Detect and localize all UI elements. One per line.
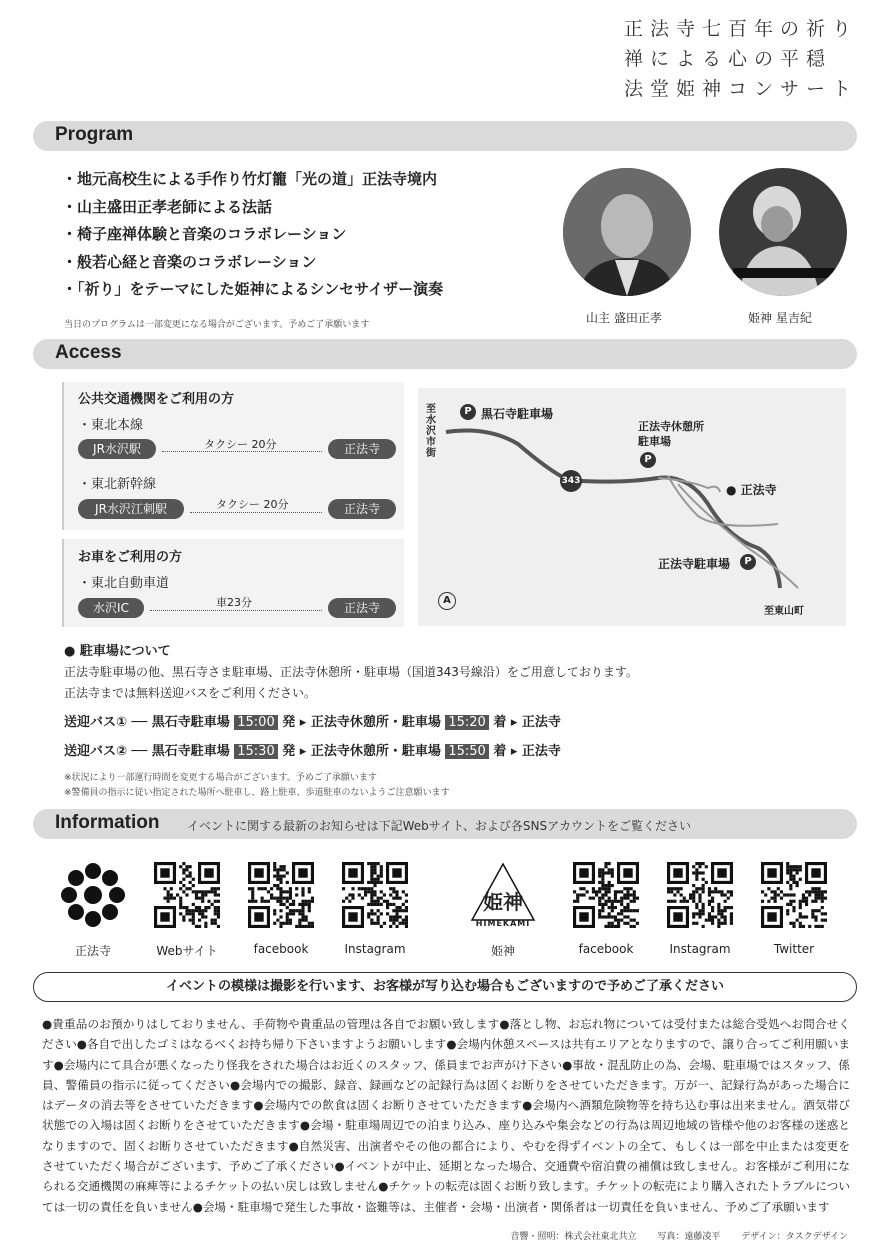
map-label-rest-area: 正法寺休憩所 <box>638 420 704 433</box>
bus-route-mid: 発 ▸ 正法寺休憩所・駐車場 <box>282 744 441 759</box>
program-item: ・椅子座禅体験と音楽のコラボレーション <box>62 225 347 243</box>
himekami-logo-sub: HIMEKAMI <box>475 919 531 928</box>
information-section-bar <box>33 809 857 839</box>
parking-text-2: 正法寺までは無料送迎バスをご利用ください。 <box>64 686 317 700</box>
station-mizusawa: JR水沢駅 <box>78 439 156 459</box>
qr-code-icon[interactable] <box>667 862 733 928</box>
program-item: ・地元高校生による手作り竹灯籠「光の道」正法寺境内 <box>62 170 438 188</box>
himekami-photo <box>719 168 847 296</box>
map-label-temple-parking: 正法寺駐車場 <box>658 557 731 571</box>
qr-code-icon[interactable] <box>342 862 408 928</box>
route-dots <box>162 451 322 452</box>
info-label: facebook <box>578 942 634 956</box>
program-heading: Program <box>55 124 134 145</box>
shuttle-bus-2 <box>64 740 561 759</box>
map-label-temple: ● 正法寺 <box>726 483 777 497</box>
travel-time: タクシー 20分 <box>204 438 277 451</box>
photography-notice: イベントの模様は撮影を行います、お客様が写り込む場合もございますので予めご了承ください <box>33 972 857 1002</box>
north-arrow-icon: A <box>438 592 456 610</box>
info-label: Webサイト <box>156 944 218 958</box>
credit-sound: 音響・照明：株式会社東北共立 <box>510 1232 637 1242</box>
access-map <box>418 388 846 626</box>
title-line-2: 禅による心の平穏 <box>623 48 832 70</box>
route-343-icon: 343 <box>560 470 582 492</box>
bus-route-mid: 発 ▸ 正法寺休憩所・駐車場 <box>282 715 441 730</box>
info-label: Instagram <box>669 942 731 956</box>
route-dots <box>190 512 322 513</box>
program-list <box>62 166 443 304</box>
parking-icon: P <box>740 554 756 570</box>
information-subtitle: イベントに関する最新のお知らせは下記Webサイト、および各SNSアカウントをご覧ください <box>187 819 691 833</box>
access-section-bar <box>33 339 857 369</box>
destination-shohoji: 正法寺 <box>328 439 396 459</box>
qr-code-icon[interactable] <box>761 862 827 928</box>
car-heading: お車をご利用の方 <box>78 550 183 565</box>
travel-time: タクシー 20分 <box>216 498 289 511</box>
program-section-bar <box>33 121 857 151</box>
travel-time: 車23分 <box>216 596 252 609</box>
access-heading: Access <box>55 342 122 363</box>
bus-departure-time: 15:00 <box>234 715 277 730</box>
bus-note-1: ※状況により一部運行時間を変更する場合がございます。予めご了承願います <box>64 773 377 783</box>
map-label-to-higashiyama: 至東山町 <box>764 606 804 617</box>
route-dots <box>150 610 322 611</box>
credit-design: デザイン：タスクデザイン <box>741 1232 848 1242</box>
map-label-rest-parking: 駐車場 <box>638 435 671 448</box>
station-mizusawa-esashi: JR水沢江刺駅 <box>78 499 184 519</box>
interchange-mizusawa: 水沢IC <box>78 598 144 618</box>
info-label: 正法寺 <box>74 944 111 958</box>
info-label: 姫神 <box>490 944 515 958</box>
credit-photo: 写真：遠藤凌平 <box>657 1232 721 1242</box>
terms-and-conditions: ●貴重品のお預かりはしておりません、手荷物や貴重品の管理は各自でお願い致します●落とし物、お忘れ物については受付または総合受処へお問合せください●各自で出したゴミはなるべくお持ち帰り下さいますようお願いします●会場内休憩スペースは共有エリアとなりますので、譲り合ってご利用願います●会場内にて具合が悪くなったり怪我をされた場合はお近くのスタッフ、係員までお声がけ下さい●事故・混乱防止の為、会場、駐車場ではスタッフ、係員、警備員の指示に従ってください●会場内での撮影、録音、録画などの記録行為は固くお断りをさせていただきます。万が一、記録行為があった場合にはデータの消去等をさせていただきます●会場内での飲食は固くお断りさせていただきます●会場内へ酒類危険物等を持ち込む事は出来ません。酒気帯び状態での入場は固くお断りをさせていただきます●会場・駐車場周辺での泊まり込み、座り込みや集会などの行為は周辺地域の皆様や他のお客様の迷惑となりますので、固くお断りさせていただきます●自然災害、出演者やその他の都合により、やむを得ずイベントの全て、もしくは一部を中止または変更をさせていただく場合がございます、予めご了承ください●イベントが中止、延期となった場合、交通費や宿泊費の補償は致しません。お客様がご利用になられる交通機関の麻痺等によるチケットの払い戻しは致しません●チケットの転売は固くお断り致します。チケットの転売により購入されたトラブルについては一切の責任を負いません●会場・駐車場で発生した事故・盗難等は、主催者・会場・出演者・関係者は一切責任を負いません、予めご了承願います <box>42 1017 850 1214</box>
info-label: Twitter <box>773 942 815 956</box>
program-item: ・般若心経と音楽のコラボレーション <box>62 252 317 271</box>
map-label-to-mizusawa: 至水沢市街 <box>426 404 436 459</box>
program-item: ・山主盛田正孝老師による法話 <box>62 197 273 216</box>
himekami-logo-text: 姫神 <box>483 890 523 914</box>
map-label-kuroishi: 黒石寺駐車場 <box>481 407 554 421</box>
public-transport-heading: 公共交通機関をご利用の方 <box>78 392 235 407</box>
line-expressway: ・東北自動車道 <box>78 576 170 591</box>
qr-code-icon[interactable] <box>573 862 639 928</box>
program-item: ・「祈り」をテーマにした姫神によるシンセサイザー演奏 <box>62 280 444 298</box>
parking-icon: P <box>460 404 476 420</box>
parking-heading: ● 駐車場について <box>64 644 171 659</box>
himekami-caption: 姫神 星吉紀 <box>748 311 812 325</box>
parking-text-1: 正法寺駐車場の他、黒石寺さま駐車場、正法寺休憩所・駐車場（国道343号線沿）をご用意しております。 <box>64 665 638 679</box>
line-tohoku: ・東北本線 <box>78 418 144 433</box>
bus-arrival-time: 15:20 <box>445 715 488 730</box>
destination-shohoji: 正法寺 <box>328 598 396 618</box>
abbot-caption: 山主 盛田正孝 <box>586 311 662 325</box>
info-label: Instagram <box>344 942 406 956</box>
destination-shohoji: 正法寺 <box>328 499 396 519</box>
bus-route-end: 着 ▸ 正法寺 <box>493 744 561 759</box>
program-note: 当日のプログラムは一部変更になる場合がございます。予めご了承願います <box>64 320 370 330</box>
bus-arrival-time: 15:50 <box>445 744 488 759</box>
qr-code-icon[interactable] <box>248 862 314 928</box>
shuttle-bus-1 <box>64 711 561 730</box>
parking-icon: P <box>640 452 656 468</box>
info-label: facebook <box>253 942 309 956</box>
credits <box>492 1229 848 1242</box>
bus-departure-time: 15:30 <box>234 744 277 759</box>
qr-code-icon[interactable] <box>154 862 220 928</box>
bus-route-label: 送迎バス① ── 黒石寺駐車場 <box>64 715 230 730</box>
information-heading: Information <box>55 812 160 833</box>
shohoji-crest-icon <box>60 862 126 928</box>
title-line-1: 正法寺七百年の祈り <box>623 18 858 40</box>
bus-route-end: 着 ▸ 正法寺 <box>493 715 561 730</box>
line-shinkansen: ・東北新幹線 <box>78 477 157 492</box>
event-title <box>624 14 858 104</box>
bus-route-label: 送迎バス② ── 黒石寺駐車場 <box>64 744 230 759</box>
title-line-3: 法堂姫神コンサート <box>623 78 858 100</box>
abbot-photo <box>563 168 691 296</box>
bus-note-2: ※警備員の指示に従い指定された場所へ駐車し、路上駐車、歩道駐車のないようご注意願います <box>64 788 450 798</box>
